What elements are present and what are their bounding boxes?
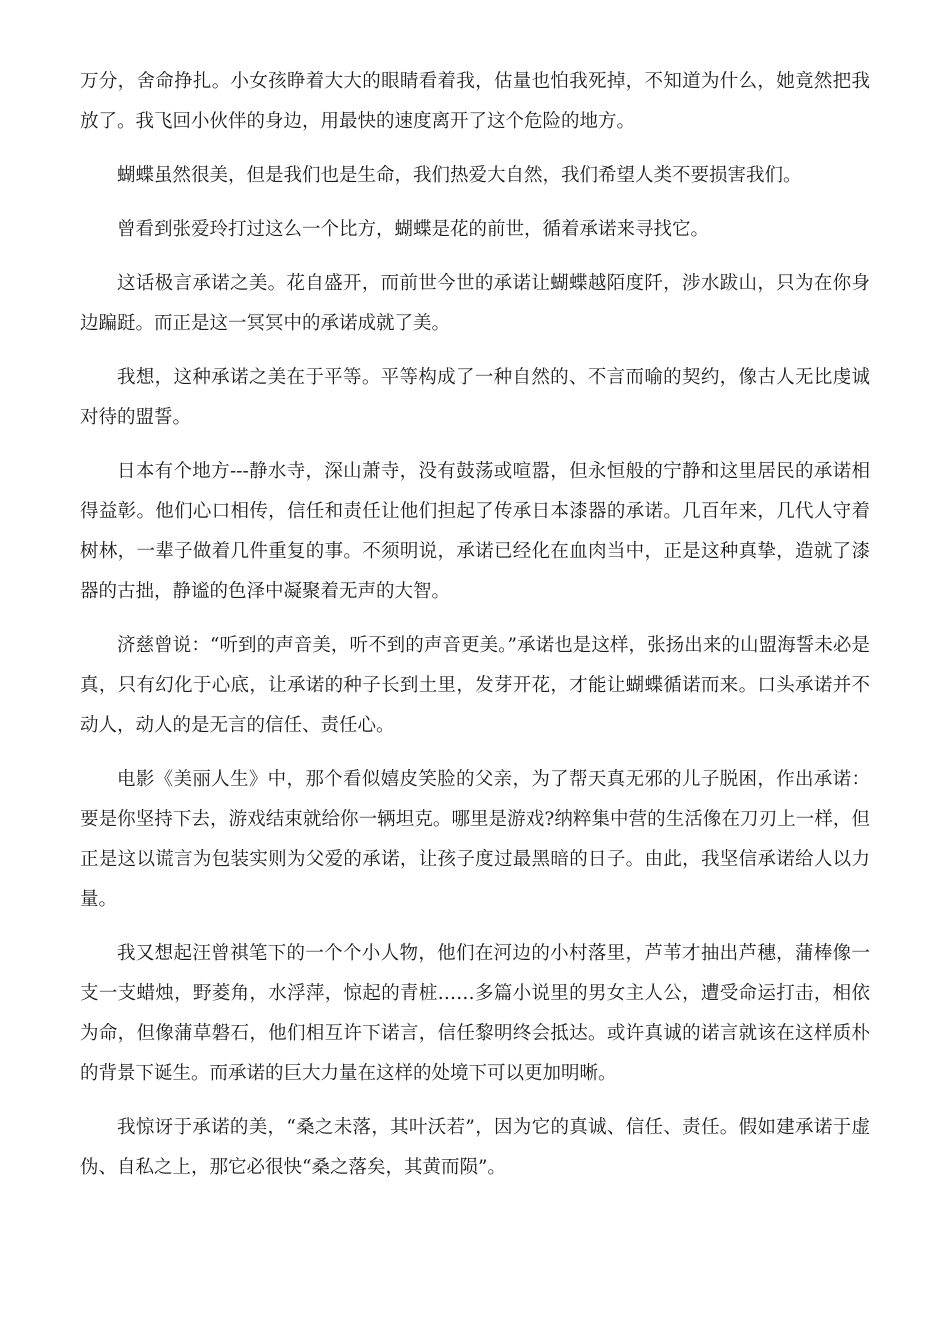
paragraph-1: 万分，舍命挣扎。小女孩睁着大大的眼睛看着我，估量也怕我死掉，不知道为什么，她竟然把我放了。我飞回小伙伴的身边，用最快的速度离开了这个危险的地方。 xyxy=(80,71,870,132)
paragraph-8: 电影《美丽人生》中，那个看似嬉皮笑脸的父亲，为了帮天真无邪的儿子脱困，作出承诺：要是你坚持下去，游戏结束就给你一辆坦克。哪里是游戏?纳粹集中营的生活像在刀刃上一样，但正是这以谎言为包装实则为父爱的承诺，让孩子度过最黑暗的日子。由此，我坚信承诺给人以力量。 xyxy=(80,769,870,910)
paragraph-6: 日本有个地方---静水寺，深山萧寺，没有鼓荡或喧嚣，但永恒般的宁静和这里居民的承诺相得益彰。他们心口相传，信任和责任让他们担起了传承日本漆器的承诺。几百年来，几代人守着树林，一辈子做着几件重复的事。不须明说，承诺已经化在血肉当中，正是这种真挚，造就了漆器的古拙，静谧的色泽中凝聚着无声的大智。 xyxy=(80,461,870,602)
paragraph-9: 我又想起汪曾祺笔下的一个个小人物，他们在河边的小村落里，芦苇才抽出芦穗，蒲棒像一支一支蜡烛，野菱角，水浮萍，惊起的青桩……多篇小说里的男女主人公，遭受命运打击，相依为命，但像蒲草磐石，他们相互许下诺言，信任黎明终会抵达。或许真诚的诺言就该在这样质朴的背景下诞生。而承诺的巨大力量在这样的处境下可以更加明晰。 xyxy=(80,943,870,1084)
paragraph-4: 这话极言承诺之美。花自盛开，而前世今世的承诺让蝴蝶越陌度阡，涉水跋山，只为在你身边蹁跹。而正是这一冥冥中的承诺成就了美。 xyxy=(80,273,870,334)
paragraph-3: 曾看到张爱玲打过这么一个比方，蝴蝶是花的前世，循着承诺来寻找它。 xyxy=(117,219,710,240)
paragraph-5: 我想，这种承诺之美在于平等。平等构成了一种自然的、不言而喻的契约，像古人无比虔诚对待的盟誓。 xyxy=(80,367,870,428)
document-body xyxy=(80,62,870,1202)
paragraph-10: 我惊讶于承诺的美，“桑之未落，其叶沃若”，因为它的真诚、信任、责任。假如建承诺于虚伪、自私之上，那它必很快“桑之落矣，其黄而陨”。 xyxy=(80,1117,870,1178)
paragraph-7: 济慈曾说：“听到的声音美，听不到的声音更美。”承诺也是这样，张扬出来的山盟海誓未必是真，只有幻化于心底，让承诺的种子长到土里，发芽开花，才能让蝴蝶循诺而来。口头承诺并不动人，动人的是无言的信任、责任心。 xyxy=(80,635,870,736)
paragraph-2: 蝴蝶虽然很美，但是我们也是生命，我们热爱大自然，我们希望人类不要损害我们。 xyxy=(117,165,802,186)
